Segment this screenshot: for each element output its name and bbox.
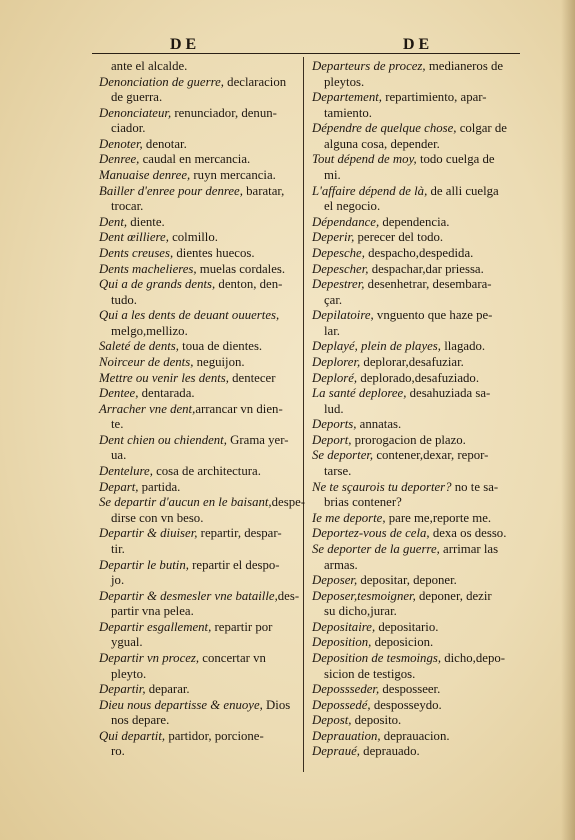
- entry-headword: Dent,: [99, 214, 128, 229]
- dictionary-line: [312, 324, 520, 340]
- dictionary-line: [99, 480, 295, 496]
- entry-continuation: ciador.: [111, 121, 146, 136]
- dictionary-line: [312, 511, 520, 527]
- entry-headword: Ne te sçaurois tu deporter?: [312, 479, 452, 494]
- dictionary-line: [99, 651, 295, 667]
- entry-translation: dientes huecos.: [173, 245, 255, 260]
- entry-headword: Saleté de dents,: [99, 339, 179, 354]
- entry-translation: despachar,dar priessa.: [368, 261, 484, 276]
- entry-continuation: lar.: [324, 323, 340, 338]
- dictionary-line: [99, 215, 295, 231]
- entry-translation: deparar.: [145, 682, 190, 697]
- right-column: [312, 59, 520, 760]
- dictionary-line: [312, 75, 520, 91]
- entry-headword: Noirceur de dents,: [99, 354, 194, 369]
- dictionary-line: [312, 713, 520, 729]
- entry-headword: Deposition,: [312, 635, 372, 650]
- entry-translation: depositar, deponer.: [357, 573, 457, 588]
- entry-translation: dexa os desso.: [429, 526, 507, 541]
- entry-headword: Depestrer,: [312, 277, 365, 292]
- entry-continuation: armas.: [324, 557, 358, 572]
- entry-translation: despacho,despedida.: [364, 245, 474, 260]
- entry-headword: Tout dépend de moy,: [312, 152, 417, 167]
- entry-headword: Departir & desmesler vne bataille,: [99, 588, 278, 603]
- entry-translation: ruyn mercancia.: [190, 168, 276, 183]
- entry-continuation: su dicho,jurar.: [324, 604, 397, 619]
- entry-headword: Depossseder,: [312, 682, 380, 697]
- entry-continuation: de guerra.: [111, 90, 163, 105]
- dictionary-line: [99, 308, 295, 324]
- entry-translation: dicho,depo-: [441, 650, 505, 665]
- entry-translation: desposseer.: [379, 682, 441, 697]
- dictionary-line: [312, 744, 520, 760]
- dictionary-line: [312, 199, 520, 215]
- dictionary-line: [312, 184, 520, 200]
- dictionary-line: [312, 355, 520, 371]
- dictionary-line: [312, 277, 520, 293]
- entry-headword: Qui departit,: [99, 728, 166, 743]
- entry-headword: Departir vn procez,: [99, 650, 200, 665]
- entry-headword: Dents creuses,: [99, 245, 174, 260]
- dictionary-line: [99, 417, 295, 433]
- dictionary-line: [312, 698, 520, 714]
- dictionary-line: [99, 168, 295, 184]
- entry-headword: Dents machelieres,: [99, 261, 197, 276]
- entry-continuation: tir.: [111, 541, 125, 556]
- column-divider: [303, 57, 304, 772]
- entry-continuation: sicion de testigos.: [324, 666, 416, 681]
- entry-translation: denotar.: [142, 136, 187, 151]
- dictionary-line: [99, 635, 295, 651]
- entry-headword: Se deporter de la guerre,: [312, 541, 440, 556]
- dictionary-line: [99, 152, 295, 168]
- entry-continuation: melgo,mellizo.: [111, 323, 188, 338]
- entry-translation: denton, den-: [215, 277, 283, 292]
- entry-translation: vnguento que haze pe-: [373, 308, 493, 323]
- dictionary-line: [312, 682, 520, 698]
- dictionary-line: [312, 339, 520, 355]
- entry-headword: Dentee,: [99, 386, 139, 401]
- entry-translation: desahuziada sa-: [406, 386, 491, 401]
- dictionary-line: [312, 90, 520, 106]
- entry-headword: Bailler d'enree pour denree,: [99, 183, 243, 198]
- dictionary-line: [312, 230, 520, 246]
- entry-translation: colgar de: [456, 121, 507, 136]
- dictionary-line: [312, 215, 520, 231]
- dictionary-line: [312, 573, 520, 589]
- header-rule: [92, 53, 520, 54]
- dictionary-line: [99, 667, 295, 683]
- dictionary-line: [312, 651, 520, 667]
- dictionary-line: [312, 464, 520, 480]
- dictionary-line: [312, 667, 520, 683]
- entry-headword: Depossedé,: [312, 697, 371, 712]
- entry-translation: toua de dientes.: [178, 339, 263, 354]
- entry-continuation: te.: [111, 417, 124, 432]
- entry-translation: arrimar las: [439, 541, 499, 556]
- entry-translation: renunciador, denun-: [171, 105, 277, 120]
- entry-translation: deplorado,desafuziado.: [357, 370, 480, 385]
- entry-translation: partida.: [138, 479, 181, 494]
- dictionary-line: [99, 402, 295, 418]
- dictionary-line: [312, 620, 520, 636]
- entry-translation: diente.: [127, 214, 165, 229]
- dictionary-line: [99, 573, 295, 589]
- entry-continuation: pleyto.: [111, 666, 147, 681]
- dictionary-line: [312, 59, 520, 75]
- entry-translation: dependencia.: [379, 214, 450, 229]
- dictionary-line: [99, 277, 295, 293]
- entry-headword: Depost,: [312, 713, 352, 728]
- entry-continuation: ua.: [111, 448, 127, 463]
- dictionary-line: [99, 137, 295, 153]
- dictionary-line: [99, 106, 295, 122]
- entry-translation: muelas cordales.: [196, 261, 286, 276]
- running-header-right: DE: [403, 36, 434, 53]
- dictionary-line: [312, 495, 520, 511]
- entry-translation: repartir, despar-: [197, 526, 282, 541]
- dictionary-line: [312, 635, 520, 651]
- entry-continuation: tarse.: [324, 464, 352, 479]
- entry-headword: Depescher,: [312, 261, 369, 276]
- entry-headword: Denoter,: [99, 136, 143, 151]
- dictionary-line: [312, 526, 520, 542]
- entry-translation: contener,dexar, repor-: [373, 448, 489, 463]
- entry-headword: Manuaise denree,: [99, 168, 191, 183]
- dictionary-line: [312, 433, 520, 449]
- entry-headword: Dent œilliere,: [99, 230, 169, 245]
- entry-translation: pare me,reporte me.: [385, 510, 492, 525]
- entry-translation: de alli cuelga: [427, 183, 499, 198]
- entry-translation: repartimiento, apar-: [382, 90, 487, 105]
- dictionary-line: [99, 713, 295, 729]
- entry-translation: annatas.: [356, 417, 402, 432]
- entry-headword: Deposer,tesmoigner,: [312, 588, 416, 603]
- entry-headword: Dépendance,: [312, 214, 380, 229]
- dictionary-line: [99, 386, 295, 402]
- dictionary-line: [99, 604, 295, 620]
- dictionary-line: [312, 402, 520, 418]
- dictionary-line: [99, 121, 295, 137]
- entry-headword: Deperir,: [312, 230, 355, 245]
- dictionary-line: [312, 589, 520, 605]
- dictionary-line: [99, 698, 295, 714]
- dictionary-line: [312, 137, 520, 153]
- entry-headword: Depart,: [99, 479, 139, 494]
- page-edge-shadow: [561, 0, 575, 840]
- entry-continuation: ro.: [111, 744, 125, 759]
- dictionary-line: [312, 152, 520, 168]
- entry-translation: baratar,: [242, 183, 285, 198]
- entry-continuation: alguna cosa, depender.: [324, 136, 440, 151]
- dictionary-line: [99, 90, 295, 106]
- dictionary-line: [99, 199, 295, 215]
- dictionary-line: [312, 386, 520, 402]
- entry-translation: Grama yer-: [226, 432, 289, 447]
- entry-headword: La santé deploree,: [312, 386, 407, 401]
- dictionary-line: [312, 371, 520, 387]
- entry-translation: dentecer: [228, 370, 276, 385]
- entry-translation: partidor, porcione-: [165, 728, 264, 743]
- entry-translation: dentarada.: [138, 386, 195, 401]
- entry-translation: colmillo.: [168, 230, 218, 245]
- dictionary-line: [312, 293, 520, 309]
- dictionary-line: [99, 433, 295, 449]
- dictionary-line: [99, 184, 295, 200]
- entry-headword: Departir & diuiser,: [99, 526, 198, 541]
- dictionary-line: [99, 495, 306, 511]
- entry-headword: Deplorer,: [312, 354, 361, 369]
- entry-headword: Deports,: [312, 417, 357, 432]
- entry-headword: Deposition de tesmoings,: [312, 650, 442, 665]
- entry-continuation: pleytos.: [324, 74, 365, 89]
- dictionary-line: [312, 262, 520, 278]
- entry-translation: Dios: [262, 697, 291, 712]
- entry-translation: despe-: [271, 495, 306, 510]
- entry-headword: Departement,: [312, 90, 383, 105]
- entry-continuation: lud.: [324, 401, 344, 416]
- entry-headword: Denree,: [99, 152, 140, 167]
- dictionary-line: [99, 293, 295, 309]
- dictionary-line: [99, 526, 295, 542]
- dictionary-line: [312, 417, 520, 433]
- entry-translation: declaracion: [223, 74, 287, 89]
- entry-translation: caudal en mercancia.: [139, 152, 251, 167]
- entry-headword: Deprauation,: [312, 728, 381, 743]
- entry-headword: Denonciateur,: [99, 105, 172, 120]
- entry-translation: todo cuelga de: [416, 152, 495, 167]
- entry-translation: cosa de architectura.: [152, 464, 261, 479]
- dictionary-line: [99, 75, 295, 91]
- dictionary-line: [99, 558, 295, 574]
- entry-continuation: nos depare.: [111, 713, 170, 728]
- entry-translation: deponer, dezir: [415, 588, 492, 603]
- entry-continuation: trocar.: [111, 199, 144, 214]
- entry-headword: Depesche,: [312, 245, 365, 260]
- entry-translation: neguijon.: [193, 354, 245, 369]
- entry-headword: Deposer,: [312, 573, 358, 588]
- entry-continuation: ante el alcalde.: [111, 59, 188, 73]
- dictionary-line: [99, 511, 295, 527]
- entry-translation: deprauacion.: [380, 728, 450, 743]
- entry-headword: Dépendre de quelque chose,: [312, 121, 457, 136]
- dictionary-line: [312, 121, 520, 137]
- entry-continuation: partir vna pelea.: [111, 604, 194, 619]
- entry-headword: Depraué,: [312, 744, 360, 759]
- entry-headword: Qui a les dents de deuant ouuertes,: [99, 308, 280, 323]
- entry-translation: repartir el despo-: [188, 557, 280, 572]
- entry-headword: Qui a de grands dents,: [99, 277, 216, 292]
- dictionary-line: [312, 168, 520, 184]
- dictionary-line: [99, 729, 295, 745]
- dictionary-line: [99, 371, 295, 387]
- entry-translation: concertar vn: [199, 650, 266, 665]
- dictionary-line: [99, 339, 295, 355]
- entry-translation: depositario.: [375, 619, 439, 634]
- entry-headword: Dieu nous departisse & enuoye,: [99, 697, 263, 712]
- dictionary-line: [312, 448, 520, 464]
- dictionary-line: [99, 324, 295, 340]
- entry-headword: Mettre ou venir les dents,: [99, 370, 229, 385]
- entry-headword: Arracher vne dent,: [99, 401, 196, 416]
- entry-translation: desenhetrar, desembara-: [364, 277, 492, 292]
- entry-continuation: tamiento.: [324, 105, 372, 120]
- entry-translation: deposicion.: [371, 635, 434, 650]
- entry-translation: deplorar,desafuziar.: [360, 354, 464, 369]
- entry-continuation: jo.: [111, 573, 125, 588]
- entry-continuation: el negocio.: [324, 199, 381, 214]
- entry-headword: Departir,: [99, 682, 146, 697]
- entry-headword: Dentelure,: [99, 464, 153, 479]
- entry-headword: Denonciation de guerre,: [99, 74, 224, 89]
- entry-continuation: tudo.: [111, 292, 137, 307]
- entry-headword: Departir esgallement,: [99, 619, 212, 634]
- dictionary-line: [99, 355, 295, 371]
- dictionary-line: [312, 308, 520, 324]
- dictionary-line: [99, 588, 300, 605]
- dictionary-line: [99, 542, 295, 558]
- entry-translation: arrancar vn dien-: [195, 401, 283, 416]
- dictionary-line: [312, 542, 520, 558]
- entry-continuation: dirse con vn beso.: [111, 510, 204, 525]
- entry-translation: no te sa-: [451, 479, 499, 494]
- dictionary-line: [99, 59, 295, 75]
- entry-headword: Deplayé, plein de playes,: [312, 339, 441, 354]
- entry-headword: Ie me deporte,: [312, 510, 386, 525]
- entry-continuation: brias contener?: [324, 495, 402, 510]
- entry-headword: Dent chien ou chiendent,: [99, 432, 227, 447]
- dictionary-line: [312, 246, 520, 262]
- dictionary-line: [312, 729, 520, 745]
- entry-headword: Departeurs de procez,: [312, 59, 426, 73]
- entry-headword: Deport,: [312, 432, 352, 447]
- entry-headword: L'affaire dépend de là,: [312, 183, 428, 198]
- entry-translation: deposito.: [351, 713, 402, 728]
- entry-continuation: çar.: [324, 292, 343, 307]
- dictionary-line: [99, 448, 295, 464]
- dictionary-line: [99, 620, 295, 636]
- entry-translation: perecer del todo.: [354, 230, 444, 245]
- entry-continuation: mi.: [324, 168, 341, 183]
- entry-translation: llagado.: [441, 339, 486, 354]
- entry-translation: prorogacion de plazo.: [351, 432, 466, 447]
- entry-translation: desposseydo.: [370, 697, 442, 712]
- entry-headword: Deploré,: [312, 370, 358, 385]
- left-column: [99, 59, 306, 760]
- entry-headword: Se deporter,: [312, 448, 374, 463]
- dictionary-line: [312, 558, 520, 574]
- entry-headword: Departir le butin,: [99, 557, 189, 572]
- dictionary-line: [99, 246, 295, 262]
- dictionary-line: [99, 262, 295, 278]
- entry-headword: Depilatoire,: [312, 308, 374, 323]
- entry-headword: Deportez-vous de cela,: [312, 526, 430, 541]
- entry-headword: Depositaire,: [312, 619, 376, 634]
- dictionary-line: [312, 604, 520, 620]
- entry-headword: Se departir d'aucun en le baisant,: [99, 495, 272, 510]
- entry-translation: medianeros de: [425, 59, 504, 73]
- entry-translation: repartir por: [211, 619, 273, 634]
- entry-continuation: ygual.: [111, 635, 143, 650]
- entry-translation: deprauado.: [359, 744, 420, 759]
- dictionary-line: [99, 230, 295, 246]
- dictionary-line: [99, 682, 295, 698]
- dictionary-line: [312, 480, 520, 496]
- entry-translation: des-: [277, 588, 300, 603]
- running-header-left: DE: [170, 36, 201, 53]
- dictionary-line: [312, 106, 520, 122]
- dictionary-line: [99, 744, 295, 760]
- dictionary-line: [99, 464, 295, 480]
